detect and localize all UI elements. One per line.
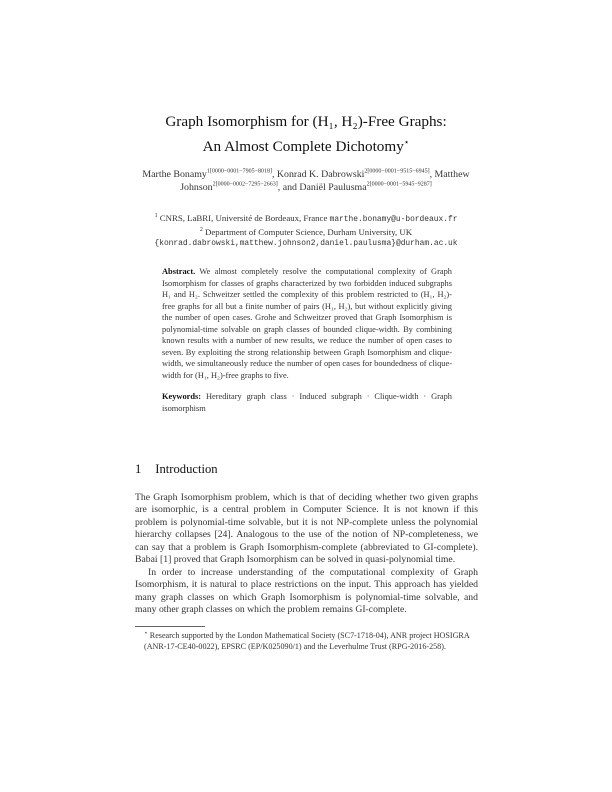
keywords-text: Hereditary graph class · Induced subgraph · Clique-width · Graph isomorphism: [162, 392, 452, 413]
author-name: Matthew Johnson: [180, 169, 470, 193]
author-orcid: 1[0000−0001−7905−8018]: [206, 168, 272, 175]
affiliation-text: CNRS, LaBRI, Université de Bordeaux, France: [159, 213, 328, 223]
affiliations: [120, 212, 492, 251]
footnote-marker: ⋆: [144, 630, 148, 637]
keywords-label: Keywords:: [162, 392, 202, 401]
abstract: [162, 266, 452, 414]
section-title: Introduction: [155, 462, 218, 476]
body-text: [135, 492, 478, 617]
affiliation-marker: 2: [199, 227, 203, 234]
author-separator: ,: [429, 169, 435, 180]
affiliation-2: [120, 226, 492, 238]
author-name: Marthe Bonamy: [142, 169, 207, 180]
title-line-2-text: An Almost Complete Dichotomy: [202, 138, 404, 156]
abstract-text: We almost completely resolve the computational complexity of Graph Isomorphism for classes of graphs characterized by two forbidden induced subgraphs H₁ and H₂. Schweitzer settled the complexity of this problem restricted to (H₁, H₂)-free graphs for all but a finite number of pairs (H₁, H₂), but without explicitly giving the number of open cases. Grohe and Schweitzer proved that Graph Isomorphism is polynomial-time solvable on graph classes of bounded clique-width. By combining known results with a number of new results, we reduce the number of open cases to seven. By exploiting the strong relationship between Graph Isomorphism and clique-width, we simultaneously reduce the number of open cases for boundedness of clique-width for (H₁, H₂)-free graphs to five.: [162, 267, 452, 380]
section-number: 1: [135, 462, 142, 476]
author-orcid: 2[0000−0002−7295−2663]: [212, 181, 278, 188]
author-name: Daniël Paulusma: [299, 182, 367, 193]
footnote-rule: [135, 626, 205, 627]
author-list: [132, 168, 480, 194]
author-name: Konrad K. Dabrowski: [276, 169, 365, 180]
keywords: [162, 391, 452, 414]
affiliation-text: Department of Computer Science, Durham University, UK: [205, 227, 413, 238]
author-orcid: 2[0000−0001−5945−9287]: [366, 181, 432, 188]
affiliation-1: [120, 212, 492, 226]
title-footnote-star: ⋆: [403, 137, 410, 147]
affiliation-email[interactable]: marthe.bonamy@u-bordeaux.fr: [329, 215, 458, 224]
title-line-1: Graph Isomorphism for (H₁, H₂)-Free Graphs:: [165, 113, 447, 130]
affiliation-marker: 1: [154, 213, 158, 220]
section-heading: [135, 462, 218, 477]
footnote-text: Research supported by the London Mathematical Society (SC7-1718-04), ANR project HOSIGRA (ANR-17-CE40-0022), EPSRC (EP/K025090/1) and the Leverhulme Trust (RPG-2016-258).: [144, 631, 470, 651]
paper-title: [80, 112, 532, 157]
footnote: [144, 630, 478, 652]
abstract-paragraph: [162, 266, 452, 381]
author-separator: ,: [271, 169, 277, 180]
affiliation-email[interactable]: {konrad.dabrowski,matthew.johnson2,daniel.paulusma}@durham.ac.uk: [154, 239, 458, 249]
author-orcid: 2[0000−0001−9515−6945]: [364, 168, 430, 175]
title-line-2: [80, 132, 532, 157]
author-separator: , and: [277, 182, 300, 193]
abstract-label: Abstract.: [162, 267, 196, 276]
body-paragraph: The Graph Isomorphism problem, which is that of deciding whether two given graphs are isomorphic, is a central problem in Computer Science. It is not known if this problem is polynomial-time solvable, but it is not NP-complete unless the polynomial hierarchy collapses [24]. Analogous to the use of the notion of NP-completeness, we can say that a problem is Graph Isomorphism-complete (abbreviated to GI-complete). Babai [1] proved that Graph Isomorphism can be solved in quasi-polynomial time.: [135, 492, 478, 566]
body-paragraph: In order to increase understanding of the computational complexity of Graph Isomorphism, it is natural to place restrictions on the input. This approach has yielded many graph classes on which Graph Isomorphism is polynomial-time solvable, and many other graph classes on which the problem remains GI-complete.: [135, 566, 478, 616]
